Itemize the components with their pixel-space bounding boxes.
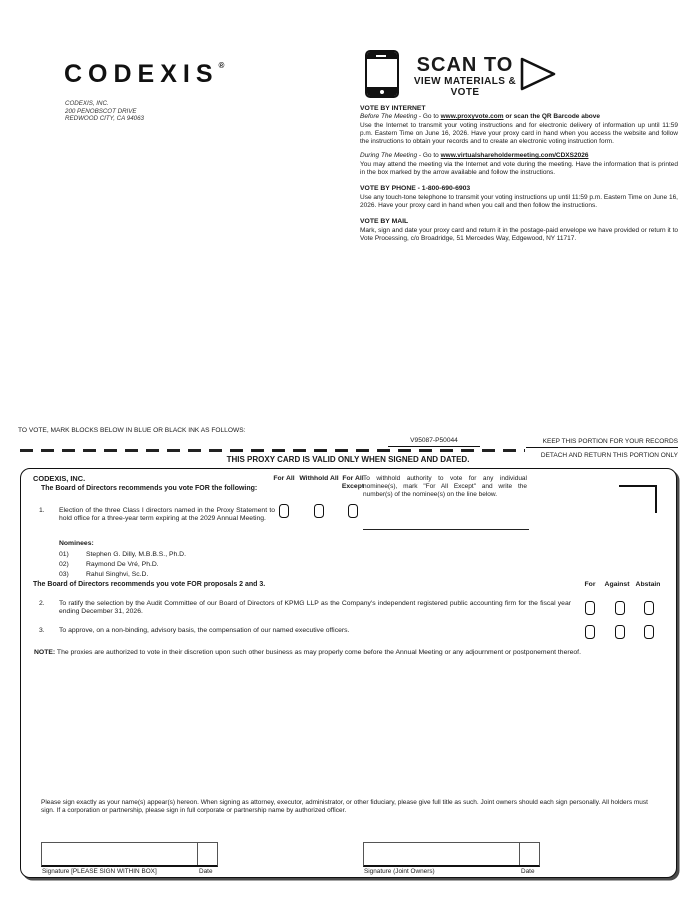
date-primary-label: Date (199, 868, 213, 875)
nominee-name: Stephen G. Dilly, M.B.B.S., Ph.D. (86, 551, 186, 558)
during-meeting-line (360, 152, 678, 159)
date-joint-label: Date (521, 868, 535, 875)
recommendation-2: The Board of Directors recommends you vote FOR proposals 2 and 3. (33, 581, 266, 588)
detach-dashed-line (20, 449, 525, 452)
logo-text: CODEXIS (64, 60, 219, 88)
before-meeting-line (360, 113, 678, 120)
proxyvote-link[interactable]: www.proxyvote.com (440, 113, 504, 120)
column-for: For (584, 581, 596, 588)
nominee-exception-line[interactable] (363, 519, 529, 530)
scan-to-title: SCAN TO (416, 54, 514, 76)
proposal-1-text: Election of the three Class I directors named in the Proxy Statement to hold office for a three-year term expiring at the 2029 Annual Meeting. (59, 507, 275, 523)
column-for-all: For All (273, 475, 295, 482)
withhold-authority-note: To withhold authority to vote for any individual nominee(s), mark "For All Except" and write the number(s) of the nominee(s) on the line below. (363, 475, 527, 498)
note-text (34, 649, 584, 657)
checkbox-p1-withhold-all[interactable] (314, 504, 324, 518)
company-address (65, 100, 144, 123)
proposal-3-text: To approve, on a non-binding, advisory basis, the compensation of our named executive officers. (59, 627, 350, 634)
smartphone-icon (365, 50, 399, 98)
nominee-number: 02) (59, 561, 69, 568)
nominee-number: 03) (59, 571, 69, 578)
recommendation-1: The Board of Directors recommends you vote FOR the following: (41, 485, 258, 492)
address-line: REDWOOD CITY, CA 94063 (65, 115, 144, 122)
qr-suffix-text: or scan the QR Barcode above (503, 113, 600, 120)
note-label: NOTE: (34, 649, 56, 656)
checkbox-p2-against[interactable] (615, 601, 625, 615)
scan-to-block (413, 54, 517, 98)
date-cell-divider (197, 843, 198, 865)
proposal-3-number: 3. (39, 627, 45, 634)
card-company-name: CODEXIS, INC. (33, 474, 86, 483)
proposal-2-text: To ratify the selection by the Audit Committee of our Board of Directors of KPMG LLP as the Company's independent registered public accounting firm for the fiscal year ending December 31, 2026. (59, 600, 571, 616)
registered-mark: ® (218, 61, 225, 70)
vote-by-phone-heading: VOTE BY PHONE - 1-800-690-6903 (360, 185, 471, 192)
vote-by-mail-heading: VOTE BY MAIL (360, 218, 409, 225)
signature-joint-label: Signature (Joint Owners) (364, 868, 435, 875)
nominee-name: Rahul Singhvi, Sc.D. (86, 571, 149, 578)
before-meeting-label: Before The Meeting (360, 113, 418, 120)
proposal-2-number: 2. (39, 600, 45, 607)
internet-instructions-text: Use the Internet to transmit your voting instructions and for electronic delivery of information up until 11:59 p.m. Eastern Time on June 16, 2026. Have your proxy card in hand when you access the website and follow the instructions to obtain your records and to create an electronic voting instruction form. (360, 122, 678, 145)
control-number: V95087-P50044 (388, 437, 480, 447)
arrow-right-icon (518, 56, 558, 97)
proposal-1-number: 1. (39, 507, 45, 514)
during-meeting-label: During The Meeting (360, 152, 418, 159)
goto-text: - Go to (417, 113, 441, 120)
column-for-all-except: For All Except (341, 475, 365, 490)
date-cell-divider (519, 843, 520, 865)
valid-when-signed-text: THIS PROXY CARD IS VALID ONLY WHEN SIGNED AND DATED. (226, 455, 470, 464)
scan-to-subtitle: VIEW MATERIALS & VOTE (413, 76, 517, 98)
column-against: Against (604, 581, 630, 588)
vote-instructions (360, 105, 678, 249)
note-body: The proxies are authorized to vote in their discretion upon such other business as may properly come before the Annual Meeting or any adjournment or postponement thereof. (55, 649, 581, 656)
checkbox-p3-for[interactable] (585, 625, 595, 639)
during-meeting-text: You may attend the meeting via the Internet and vote during the meeting. Have the information that is printed in the box marked by the arrow available and follow the instructions. (360, 161, 678, 176)
nominee-number: 01) (59, 551, 69, 558)
goto-text: - Go to (417, 152, 441, 159)
corner-bracket-mark (619, 485, 657, 513)
nominee-name: Raymond De Vré, Ph.D. (86, 561, 159, 568)
signature-box-joint[interactable] (363, 842, 540, 867)
checkbox-p3-abstain[interactable] (644, 625, 654, 639)
signature-box-primary[interactable] (41, 842, 218, 867)
checkbox-p3-against[interactable] (615, 625, 625, 639)
column-withhold-all: Withhold All (299, 475, 339, 482)
keep-portion-text: KEEP THIS PORTION FOR YOUR RECORDS (526, 438, 678, 448)
mark-blocks-instruction: TO VOTE, MARK BLOCKS BELOW IN BLUE OR BLACK INK AS FOLLOWS: (18, 427, 246, 434)
checkbox-p1-for-all-except[interactable] (348, 504, 358, 518)
checkbox-p2-for[interactable] (585, 601, 595, 615)
signature-instructions: Please sign exactly as your name(s) appear(s) hereon. When signing as attorney, executor, administrator, or other fiduciary, please give full title as such. Joint owners should each sign personally. All holders must sign. If a corporation or partnership, please sign in full corporate or partnership name by authorized officer. (41, 799, 648, 814)
virtual-meeting-link[interactable]: www.virtualshareholdermeeting.com/CDXS2026 (440, 152, 589, 159)
address-line: CODEXIS, INC. (65, 100, 109, 107)
phone-instructions-text: Use any touch-tone telephone to transmit your voting instructions up until 11:59 p.m. Eastern Time on June 16, 2026. Have your proxy card in hand when you call and then follow the instructions. (360, 194, 678, 209)
detach-portion-text: DETACH AND RETURN THIS PORTION ONLY (540, 452, 678, 459)
proxy-ballot-card (20, 468, 677, 878)
address-line: 200 PENOBSCOT DRIVE (65, 107, 137, 115)
checkbox-p1-for-all[interactable] (279, 504, 289, 518)
nominee-row (59, 551, 186, 558)
vote-by-internet-heading: VOTE BY INTERNET (360, 105, 426, 112)
signature-primary-label: Signature [PLEASE SIGN WITHIN BOX] (42, 868, 157, 875)
checkbox-p2-abstain[interactable] (644, 601, 654, 615)
mail-instructions-text: Mark, sign and date your proxy card and return it in the postage-paid envelope we have provided or return it to Vote Processing, c/o Broadridge, 51 Mercedes Way, Edgewood, NY 11717. (360, 227, 678, 242)
nominee-row (59, 561, 159, 568)
company-logo (64, 60, 224, 89)
column-abstain: Abstain (635, 581, 661, 588)
nominees-label: Nominees: (59, 540, 94, 547)
nominee-row (59, 571, 149, 578)
